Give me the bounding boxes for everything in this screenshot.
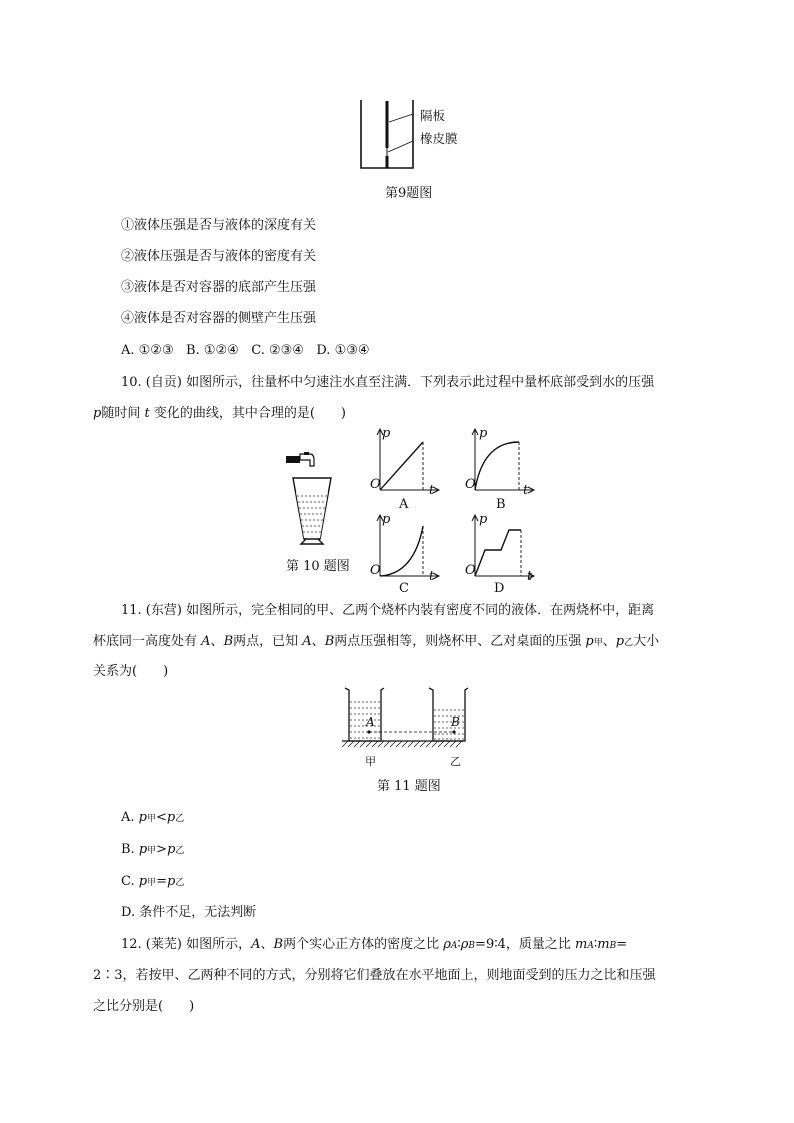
q12-line-1 bbox=[121, 935, 627, 956]
op-lt: < bbox=[156, 810, 167, 825]
label-partition: 隔板 bbox=[420, 108, 446, 123]
p-var: p bbox=[585, 634, 594, 649]
sub4: 乙 bbox=[175, 846, 185, 856]
graph-a-p-label: p bbox=[382, 426, 391, 441]
point-a-ref-2: A bbox=[302, 634, 312, 649]
p5: p bbox=[138, 874, 148, 889]
p1: p bbox=[138, 810, 147, 825]
m-b: m bbox=[597, 937, 610, 952]
point-b-ref-2: B bbox=[324, 634, 335, 649]
sub1: 甲 bbox=[147, 814, 157, 824]
q12-line-2: 2∶3，若按甲、乙两种不同的方式，分别将它们叠放在水平地面上，则地面受到的压力之比和压强 bbox=[93, 968, 656, 983]
q9-choice-c: C. ②③④ bbox=[251, 343, 304, 358]
q11-line-1: 11. (东营) 如图所示，完全相同的甲、乙两个烧杯内装有密度不同的液体．在两烧杯中，距离 bbox=[121, 603, 655, 618]
graph-b-origin: O bbox=[465, 477, 476, 492]
graph-b-label: B bbox=[496, 497, 506, 512]
q11-line-2-c: 两点压强相等，则烧杯甲、乙对桌面的压强 bbox=[334, 634, 582, 649]
q11-line-2-a: 杯底同一高度处有 bbox=[93, 634, 198, 649]
rho-a: ρ bbox=[443, 937, 451, 952]
q9-option-2: ②液体压强是否与液体的密度有关 bbox=[121, 249, 317, 264]
fig11-label-yi: 乙 bbox=[450, 755, 461, 768]
sep-3: 、 bbox=[602, 634, 616, 649]
graph-d-t-label: t bbox=[527, 569, 533, 584]
q9-choice-a: A. ①②③ bbox=[121, 343, 174, 358]
fig11-beakers bbox=[338, 684, 468, 759]
graph-c-p-label: p bbox=[382, 512, 391, 527]
point-b-ref: B bbox=[223, 634, 234, 649]
graph-d-label: D bbox=[494, 581, 505, 596]
sub-jia: 甲 bbox=[593, 638, 603, 648]
q12-colon: ∶ bbox=[457, 937, 461, 952]
q12-line-1-a: 12. (莱芜) 如图所示， bbox=[121, 937, 252, 952]
q10-line-2-mid: 随时间 bbox=[101, 406, 141, 421]
q12-colon-2: ∶ bbox=[593, 937, 598, 952]
q11-line-2 bbox=[93, 632, 659, 653]
q9-option-1: ①液体压强是否与液体的深度有关 bbox=[121, 218, 317, 233]
graph-b-t-label: t bbox=[523, 483, 529, 498]
fig11-caption: 第 11 题图 bbox=[377, 779, 441, 794]
rho-b: ρ bbox=[460, 937, 469, 952]
sep: 、 bbox=[210, 634, 224, 649]
rho-b-sub: B bbox=[468, 941, 476, 951]
q10-line-2-end: 变化的曲线，其中合理的是( ) bbox=[153, 406, 347, 421]
sub6: 乙 bbox=[175, 878, 185, 888]
q11-option-b bbox=[121, 840, 184, 861]
sub3: 甲 bbox=[147, 846, 157, 856]
point-a-ref: A bbox=[201, 634, 211, 649]
fig11-label-jia: 甲 bbox=[365, 755, 376, 768]
graph-a-label: A bbox=[399, 497, 409, 512]
q11-option-d: D. 条件不足，无法判断 bbox=[121, 905, 257, 920]
graph-c-label: C bbox=[399, 581, 409, 596]
q9-choice-b: B. ①②④ bbox=[186, 343, 239, 358]
q12-sep: 、 bbox=[260, 937, 274, 952]
p-var-2: p bbox=[615, 634, 625, 649]
fig9-caption: 第9题图 bbox=[385, 186, 433, 201]
sub5: 甲 bbox=[147, 878, 157, 888]
q11-option-a bbox=[121, 808, 184, 829]
q12-line-1-b: 两个实心正方体的密度之比 bbox=[283, 937, 440, 952]
graph-a-t-label: t bbox=[429, 483, 435, 498]
p6: p bbox=[167, 874, 176, 889]
graph-a-origin: O bbox=[370, 477, 381, 492]
m-b-sub: B bbox=[609, 941, 617, 951]
m-a: m bbox=[575, 937, 588, 952]
q11-opt-b-prefix: B. bbox=[121, 842, 135, 857]
op-gt: > bbox=[156, 842, 168, 857]
graph-d-origin: O bbox=[465, 563, 476, 578]
label-membrane: 橡皮膜 bbox=[420, 131, 458, 146]
q11-option-c bbox=[121, 872, 184, 893]
p2: p bbox=[166, 810, 176, 825]
graph-c-t-label: t bbox=[429, 569, 435, 584]
q11-line-3: 关系为( ) bbox=[93, 664, 169, 679]
q9-choices bbox=[121, 341, 370, 361]
fig10-caption: 第 10 题图 bbox=[286, 559, 350, 574]
fig11-point-b-label: B bbox=[451, 715, 460, 729]
q9-option-4: ④液体是否对容器的侧壁产生压强 bbox=[121, 311, 317, 326]
q12-b: B bbox=[273, 937, 284, 952]
sub-yi: 乙 bbox=[624, 638, 634, 648]
graph-c-origin: O bbox=[370, 563, 381, 578]
p3: p bbox=[138, 842, 148, 857]
sep-2: 、 bbox=[311, 634, 325, 649]
q10-line-2 bbox=[93, 404, 346, 424]
q12-a: A bbox=[251, 937, 261, 952]
q12-eq: = bbox=[616, 937, 628, 952]
rho-a-sub: A bbox=[450, 941, 458, 951]
q9-choice-d: D. ①③④ bbox=[316, 343, 370, 358]
var-t: t bbox=[144, 406, 150, 421]
var-p: p bbox=[93, 406, 102, 421]
q12-ratio-1: =9∶4，质量之比 bbox=[475, 937, 571, 952]
fig10-measuring-cup bbox=[284, 452, 344, 552]
graph-d-p-label: p bbox=[479, 512, 488, 527]
fig11-point-a-label: A bbox=[366, 715, 375, 729]
q10-line-1: 10. (自贡) 如图所示，往量杯中匀速注水直至注满．下列表示此过程中量杯底部受到水的压强 bbox=[121, 375, 655, 390]
graph-b-p-label: p bbox=[479, 426, 488, 441]
sub2: 乙 bbox=[175, 814, 185, 824]
q9-option-3: ③液体是否对容器的底部产生压强 bbox=[121, 280, 317, 295]
m-a-sub: A bbox=[587, 941, 594, 951]
q11-line-2-b: 两点，已知 bbox=[233, 634, 299, 649]
q11-opt-a-prefix: A. bbox=[121, 810, 135, 825]
p4: p bbox=[167, 842, 176, 857]
q12-line-3: 之比分别是( ) bbox=[93, 999, 195, 1014]
q11-line-2-tail: 大小 bbox=[633, 634, 660, 649]
op-eq: = bbox=[156, 874, 168, 889]
q11-opt-c-prefix: C. bbox=[121, 874, 135, 889]
